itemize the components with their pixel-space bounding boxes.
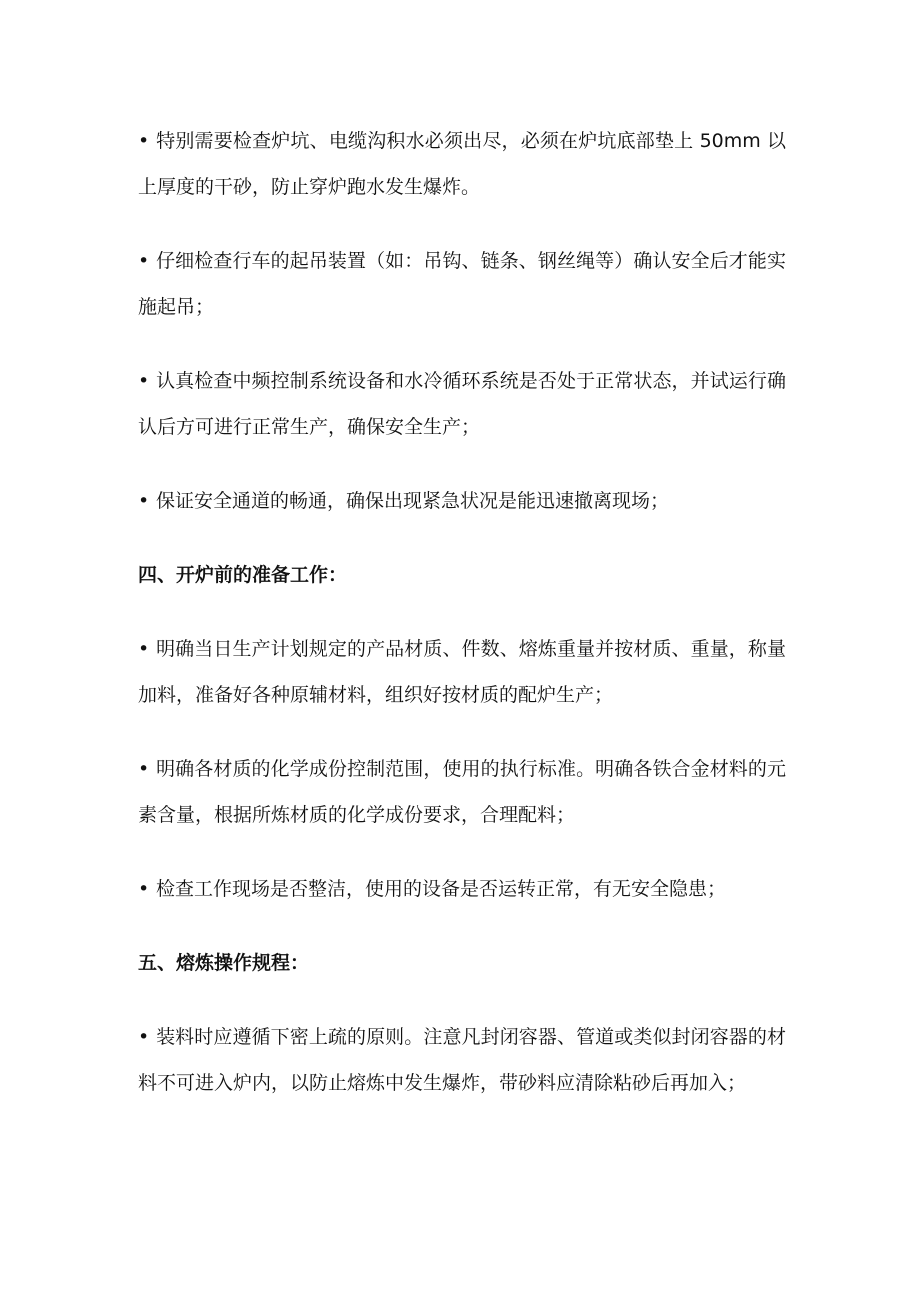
bullet-icon: •: [138, 758, 150, 780]
bullet-icon: •: [138, 370, 150, 392]
list-item: [138, 358, 786, 450]
list-item: [138, 118, 786, 210]
bullet-icon: •: [138, 878, 150, 900]
bullet-icon: •: [138, 1026, 150, 1048]
list-item: [138, 866, 786, 912]
list-item: [138, 626, 786, 718]
bullet-icon: •: [138, 130, 150, 152]
list-item-text: 保证安全通道的畅通，确保出现紧急状况是能迅速撤离现场；: [156, 490, 670, 512]
list-item: [138, 478, 786, 524]
list-item-text: 明确各材质的化学成份控制范围，使用的执行标准。明确各铁合金材料的元素含量，根据所炼材质的化学成份要求，合理配料；: [138, 758, 786, 826]
document-page: [138, 118, 786, 1134]
list-item-text: 检查工作现场是否整洁，使用的设备是否运转正常，有无安全隐患；: [156, 878, 727, 900]
bullet-icon: •: [138, 250, 150, 272]
list-item-text: 明确当日生产计划规定的产品材质、件数、熔炼重量并按材质、重量，称量加料，准备好各种原辅材料，组织好按材质的配炉生产；: [138, 638, 786, 706]
list-item: [138, 746, 786, 838]
list-item-text: 装料时应遵循下密上疏的原则。注意凡封闭容器、管道或类似封闭容器的材料不可进入炉内，以防止熔炼中发生爆炸，带砂料应清除粘砂后再加入；: [138, 1026, 786, 1094]
section-heading: 四、开炉前的准备工作：: [138, 564, 348, 586]
list-item: [138, 238, 786, 330]
list-item-text: 仔细检查行车的起吊装置（如：吊钩、链条、钢丝绳等）确认安全后才能实施起吊；: [138, 250, 786, 318]
bullet-icon: •: [138, 490, 150, 512]
list-item-text: 认真检查中频控制系统设备和水冷循环系统是否处于正常状态，并试运行确认后方可进行正常生产，确保安全生产；: [138, 370, 786, 438]
section-heading: 五、熔炼操作规程：: [138, 952, 310, 974]
bullet-icon: •: [138, 638, 150, 660]
list-item: [138, 1014, 786, 1106]
list-item-text: 特别需要检查炉坑、电缆沟积水必须出尽，必须在炉坑底部垫上 50mm 以上厚度的干砂，防止穿炉跑水发生爆炸。: [138, 130, 786, 198]
